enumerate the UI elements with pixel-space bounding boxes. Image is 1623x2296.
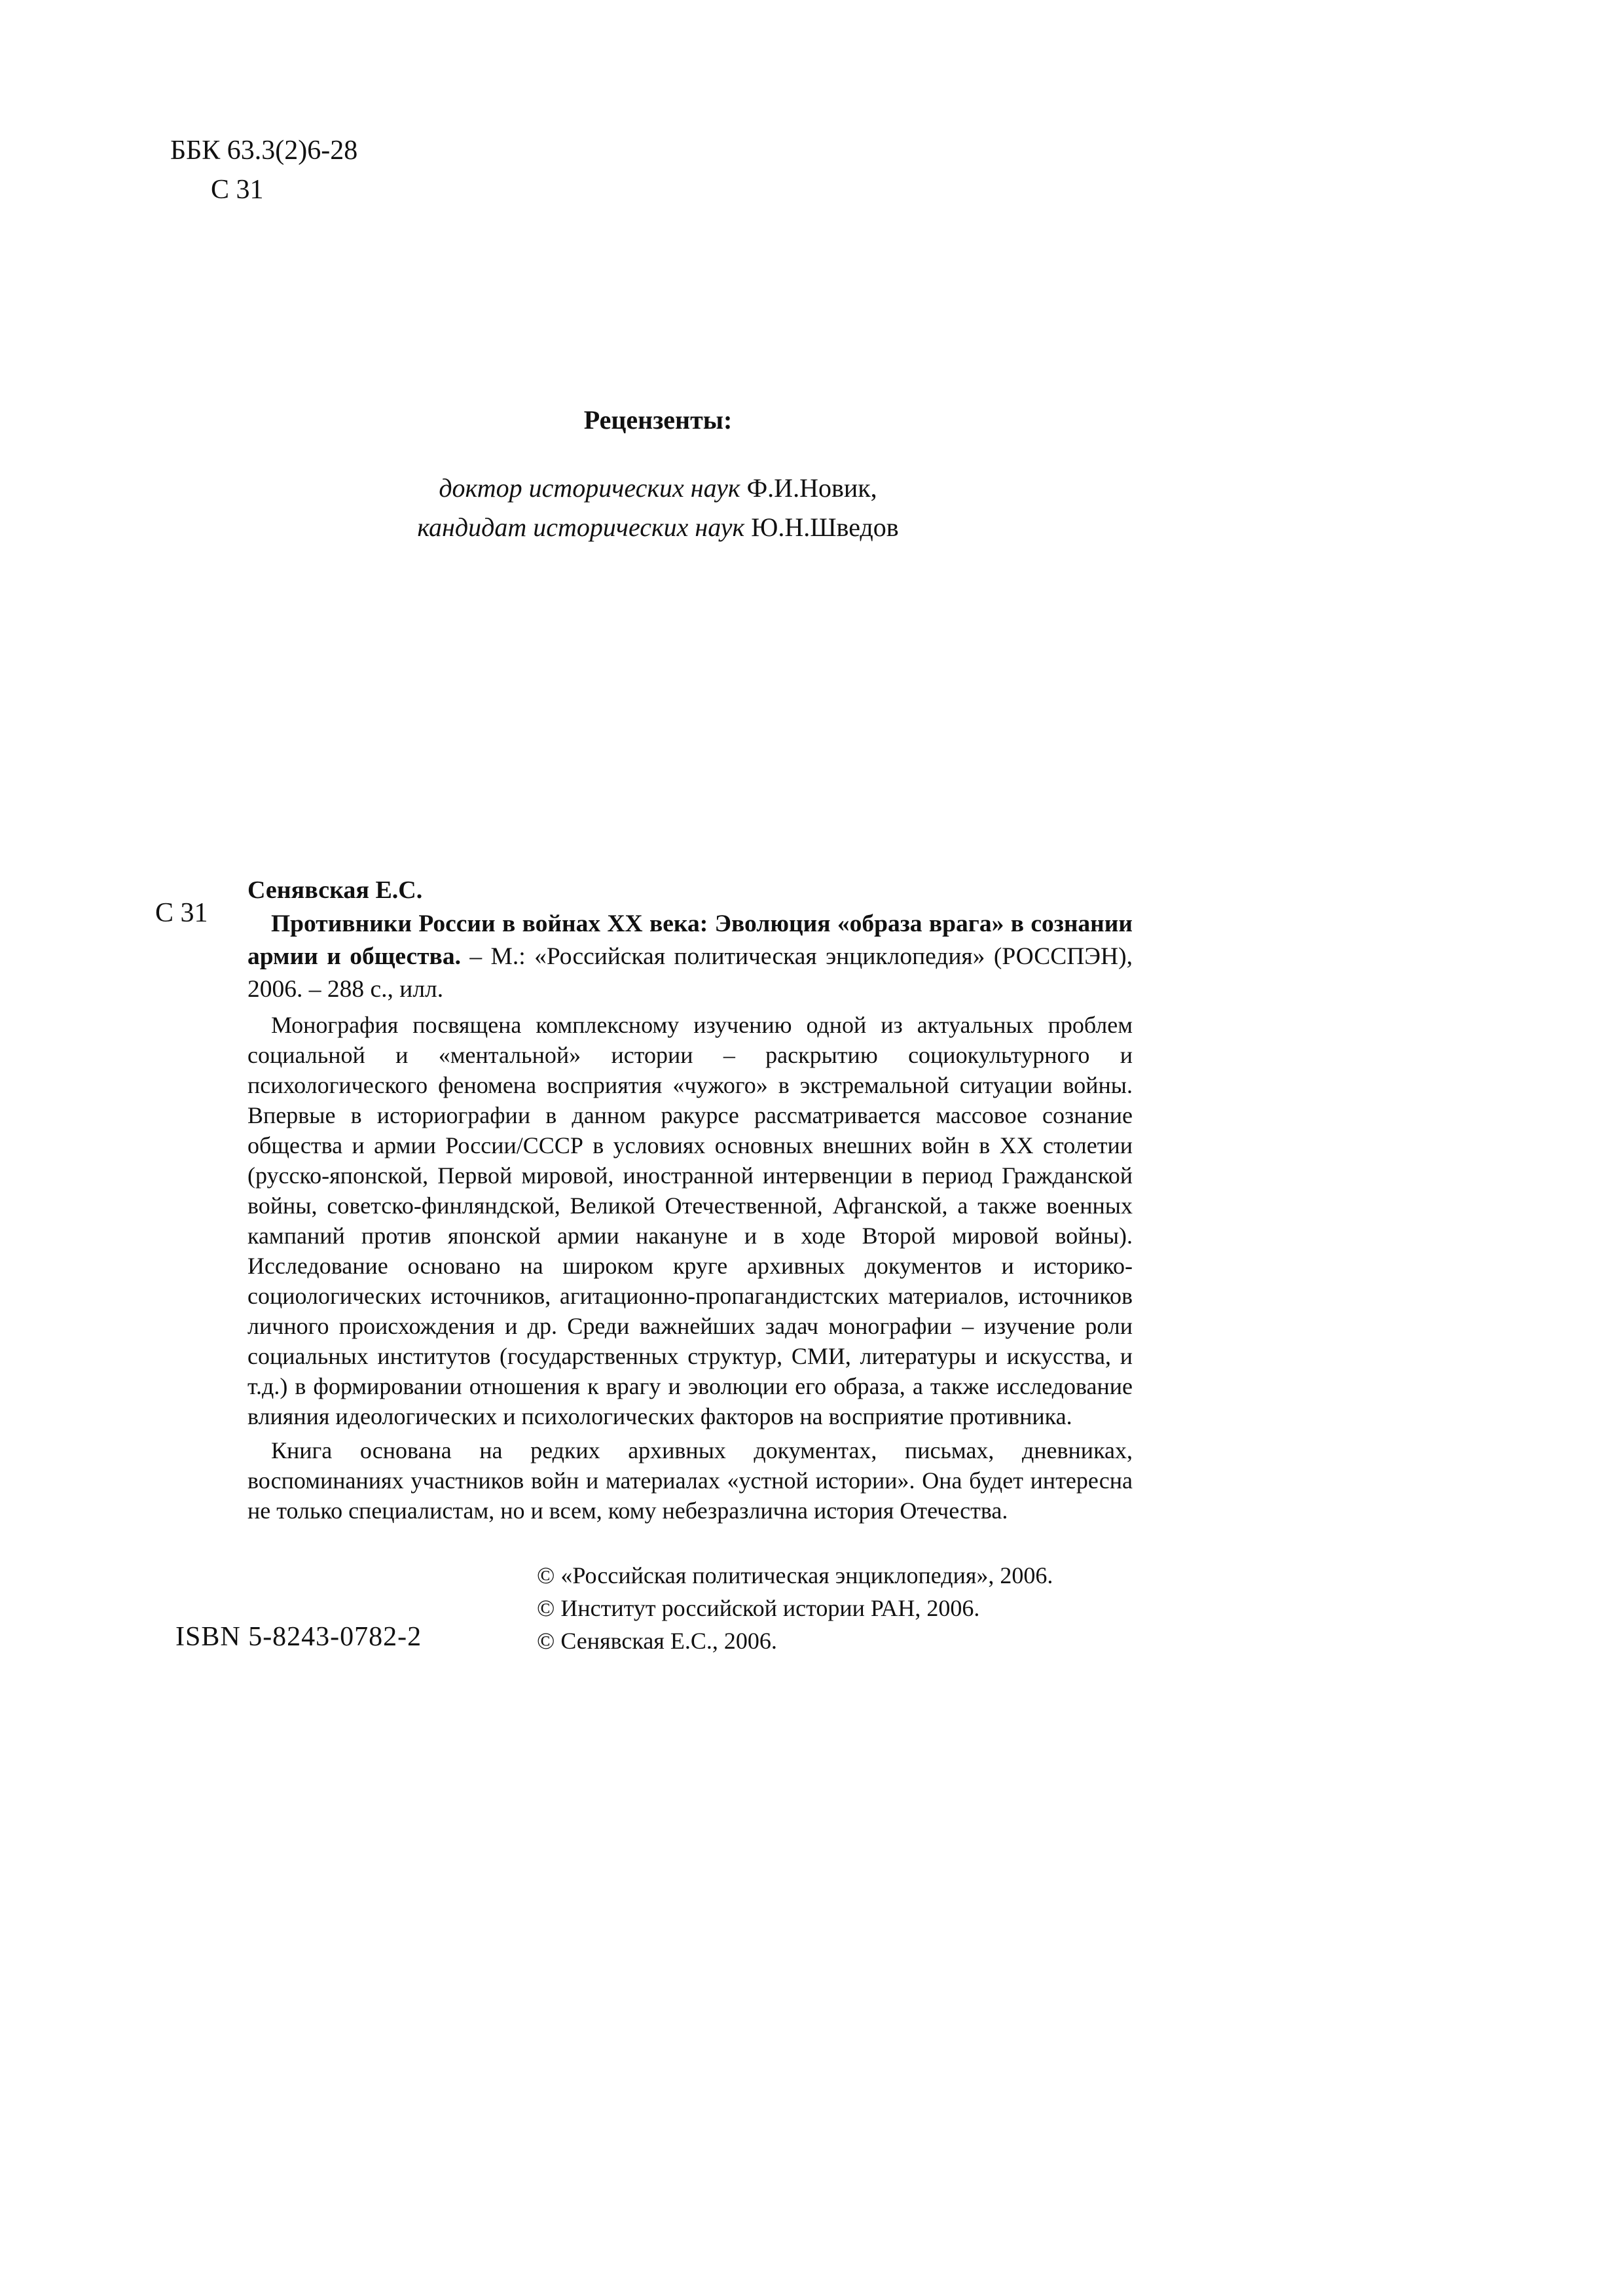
reviewer-2-name: Ю.Н.Шведов xyxy=(751,512,899,542)
copyright-line-2: © Институт российской истории РАН, 2006. xyxy=(537,1595,980,1621)
reviewers-heading: Рецензенты: xyxy=(583,405,733,435)
catalog-entry xyxy=(247,874,1133,1526)
book-title: Противники России в войнах ХХ века: Эволюция «образа врага» в сознании армии и общества. xyxy=(247,910,1133,970)
bibliographic-description xyxy=(247,908,1133,1006)
isbn: ISBN 5-8243-0782-2 xyxy=(175,1622,422,1652)
abstract-paragraph-2: Книга основана на редких архивных документах, письмах, дневниках, воспоминаниях участников войн и материалах «устной истории». Она будет интересна не только специалистам, но и всем, кому небезразлична история Отечества. xyxy=(247,1437,1133,1524)
reviewer-1 xyxy=(0,469,1316,508)
bbk-code: ББК 63.3(2)6-28 xyxy=(170,135,358,166)
copyright-line-3: © Сенявская Е.С., 2006. xyxy=(537,1628,777,1654)
reviewer-2-degree: кандидат исторических наук xyxy=(417,512,745,542)
reviewer-1-name: Ф.И.Новик, xyxy=(746,473,877,503)
bbk-author-mark: С 31 xyxy=(211,175,264,205)
catalog-index: С 31 xyxy=(155,898,208,928)
reviewer-1-degree: доктор исторических наук xyxy=(439,473,740,503)
reviewers-list xyxy=(0,469,1316,547)
catalog-author: Сенявская Е.С. xyxy=(247,876,423,904)
publication-info: – М.: «Российская политическая энциклопедия» (РОССПЭН), 2006. – 288 с., илл. xyxy=(247,943,1133,1003)
abstract-paragraph-1: Монография посвящена комплексному изучению одной из актуальных проблем социальной и «ментальной» истории – раскрытию социокультурного и психологического феномена восприятия «чужого» в экстремальной ситуации войны. Впервые в историографии в данном ракурсе рассматривается массовое сознание общества и армии России/СССР в условиях основных внешних войн в ХХ столетии (русско-японской, Первой мировой, иностранной интервенции в период Гражданской войны, советско-финляндской, Великой Отечественной, Афганской, а также военных кампаний против японской армии накануне и в ходе Второй мировой войны). Исследование основано на широком круге архивных документов и историко-социологических источников, агитационно-пропагандистских материалов, источников личного происхождения и др. Среди важнейших задач монографии – изучение роли социальных институтов (государственных структур, СМИ, литературы и искусства, и т.д.) в формировании отношения к врагу и эволюции его образа, а также исследование влияния идеологических и психологических факторов на восприятие противника. xyxy=(247,1012,1133,1429)
copyright-block xyxy=(537,1559,1053,1657)
reviewer-2 xyxy=(0,508,1316,547)
copyright-line-1: © «Российская политическая энциклопедия», 2006. xyxy=(537,1562,1053,1588)
